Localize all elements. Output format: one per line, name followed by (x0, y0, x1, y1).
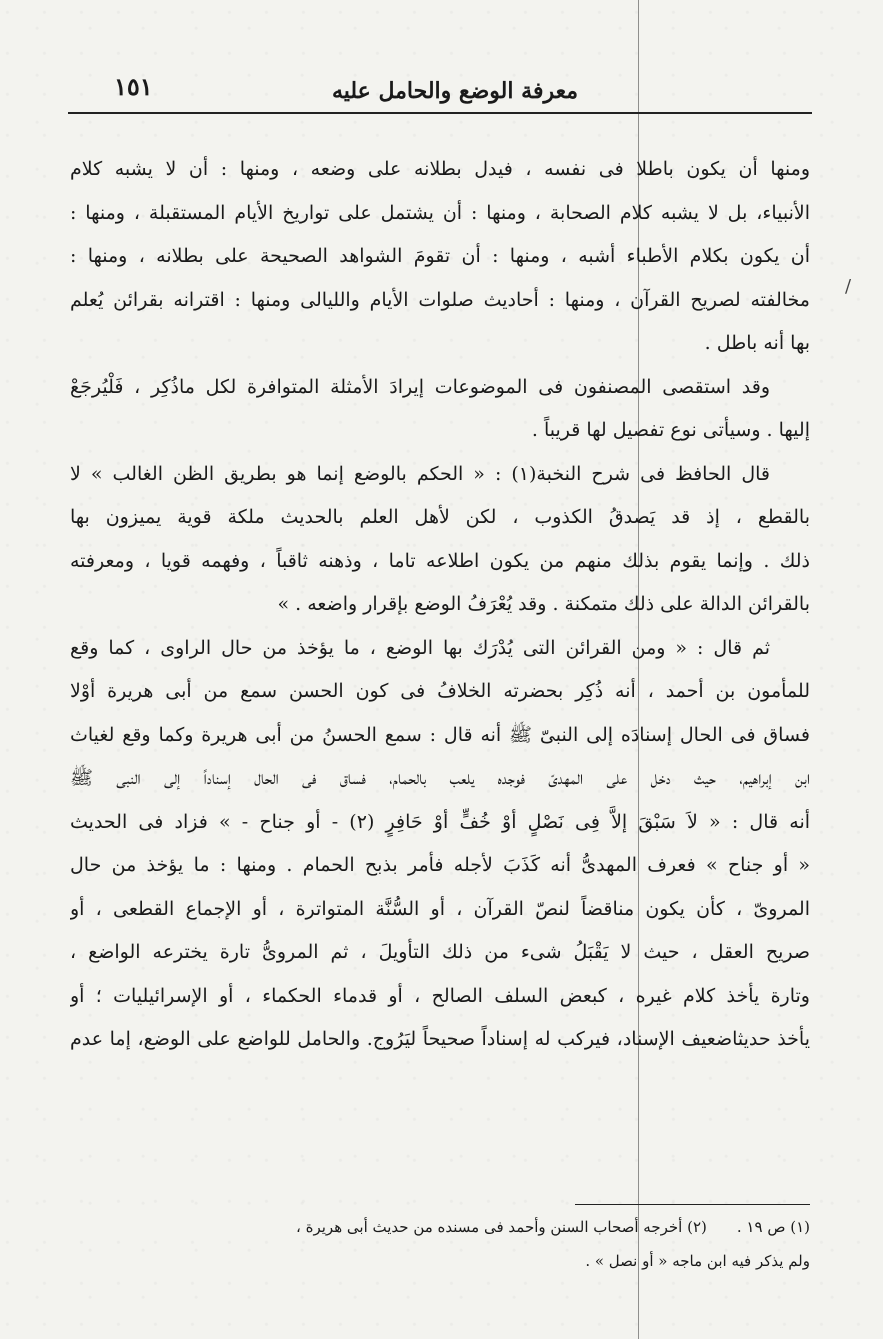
text-line: بها أنه باطل . (704, 332, 810, 354)
text-line: وتارة يأخذ كلام غيره ، كبعض السلف الصالح ، أو قدماء الحكماء ، أو الإسرائيليات ؛ أو (70, 984, 810, 1007)
text-line: ثم قال : « ومن القرائن التى يُدْرَك بها الوضع ، ما يؤخذ من حال الراوى ، كما وقع (70, 636, 770, 659)
text-line: فساق فى الحال إسنادَه إلى النبىّ ﷺ أنه قال : سمع الحسنُ من أبى هريرة وكما وقع لغياث (70, 723, 810, 746)
text-line: إليها . وسيأتى نوع تفصيل لها قريباً . (531, 419, 810, 441)
text-line: قال الحافظ فى شرح النخبة(١) : « الحكم بالوضع إنما هو بطريق الظن الغالب » لا (70, 462, 771, 485)
text-line: أنه قال : « لاَ سَبْقَ إلاَّ فِى نَصْلٍ أوْ خُفٍّ أوْ حَافِرٍ (٢) - أو جناح - » فزاد فى الحديث (70, 810, 810, 833)
text-line: المروىّ ، كأن يكون مناقضاً لنصّ القرآن ، أو السُّنَّة المتواترة ، أو الإجماع القطعى ، أو (70, 897, 810, 920)
text-line: ابن إبراهيم، حيث دخل على المهدىّ فوجده يلعب بالحمام، فساق فى الحال إسناداً إلى النبى ﷺ (70, 767, 810, 789)
text-line: الأنبياء، بل لا يشبه كلام الصحابة ، ومنها : أن يشتمل على تواريخ الأيام المستقبلة ، ومنها : (70, 201, 810, 224)
text-line: بالقرائن الدالة على ذلك متمكنة . وقد يُعْرَفُ الوضع بإقرار واضعه . » (277, 593, 810, 615)
footnote-2: (٢) أخرجه أصحاب السنن وأحمد فى مسنده من حديث أبى هريرة ، (296, 1218, 707, 1236)
text-line: صريح العقل ، حيث لا يَقْبَلُ شىء من ذلك التأويلَ ، ثم المروىُّ تارة يخترعه الواضع ، (70, 941, 810, 963)
text-line: يأخذ حديثاضعيف الإسناد، فيركب له إسناداً صحيحاً ليَرُوج. والحامل للواضع على الوضع، إما عدم (70, 1028, 810, 1050)
footnote-2-continued: ولم يذكر فيه ابن ماجه « أو نصل » . (585, 1252, 810, 1270)
text-line: بالقطع ، إذ قد يَصدقُ الكذوب ، لكن لأهل العلم بالحديث ملكة قوية يميزون بها (70, 506, 810, 528)
page-header (68, 66, 810, 112)
header-rule (68, 112, 812, 114)
main-text (70, 148, 810, 1062)
margin-mark: / (845, 276, 852, 297)
text-line: ومنها أن يكون باطلا فى نفسه ، فيدل بطلانه على وضعه ، ومنها : أن لا يشبه كلام (70, 158, 810, 180)
footnote-line (70, 1210, 810, 1244)
page-number: ١٥١ (114, 72, 153, 101)
text-line: أن يكون بكلام الأطباء أشبه ، ومنها : أن تقومَ الشواهد الصحيحة على بطلانه ، ومنها : (70, 245, 810, 267)
text-line: وقد استقصى المصنفون فى الموضوعات إيرادَ الأمثلة المتوافرة لكل ماذُكِر ، فَلْيُرجَعْ (70, 375, 770, 398)
footnote-rule (575, 1204, 810, 1205)
text-line: ذلك . وإنما يقوم بذلك منهم من يكون اطلاعه تاما ، وذهنه ثاقباً ، وفهمه قويا ، ومعرفته (70, 549, 810, 572)
footnotes (70, 1210, 810, 1278)
footnote-1: (١) ص ١٩ . (736, 1218, 810, 1236)
text-line: مخالفته لصريح القرآن ، ومنها : أحاديث صلوات الأيام والليالى ومنها : اقترانه بقرائن يُعلم (70, 288, 810, 311)
running-title: معرفة الوضع والحامل عليه (331, 78, 578, 104)
footnote-line (70, 1244, 810, 1278)
text-line: « أو جناح » فعرف المهدىُّ أنه كَذَبَ لأجله فأمر بذبح الحمام . ومنها : ما يؤخذ من حال (70, 854, 810, 876)
text-line: للمأمون بن أحمد ، أنه ذُكِر بحضرته الخلافُ فى كون الحسن سمع من أبى هريرة أوْلا (70, 680, 810, 702)
